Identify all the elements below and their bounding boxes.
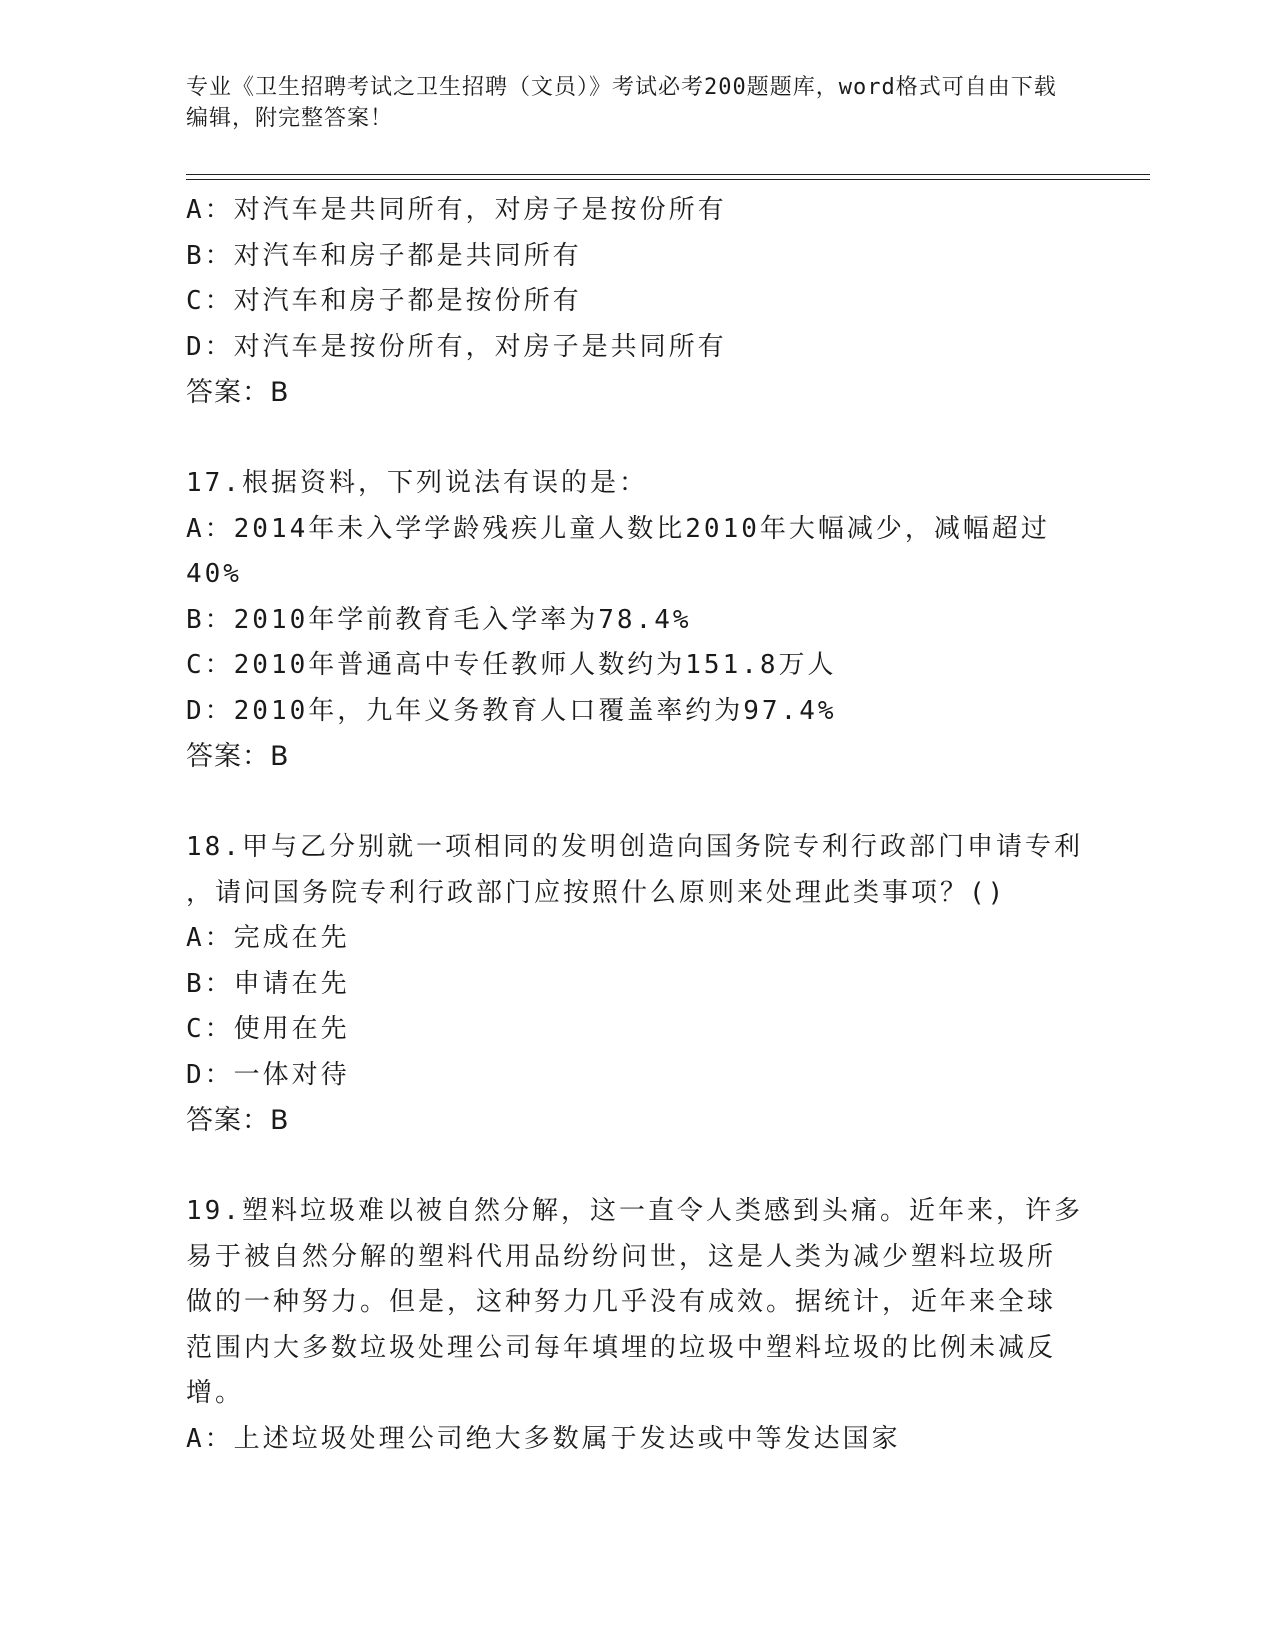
document-body: [186, 188, 1086, 1462]
question-19: [186, 1189, 1086, 1462]
option-b: B：对汽车和房子都是共同所有: [186, 240, 582, 271]
option-c: C：使用在先: [186, 1014, 350, 1044]
option-d: D：2010年，九年义务教育人口覆盖率约为97.4%: [186, 695, 837, 726]
answer: 答案：B: [186, 377, 290, 408]
option-a: A：完成在先: [186, 923, 350, 953]
question-text-line-4: 范围内大多数垃圾处理公司每年填埋的垃圾中塑料垃圾的比例未减反: [186, 1332, 1057, 1363]
question-text-line-2: 易于被自然分解的塑料代用品纷纷问世，这是人类为减少塑料垃圾所: [186, 1241, 1057, 1272]
question-text-line-1: 18.甲与乙分别就一项相同的发明创造向国务院专利行政部门申请专利: [186, 832, 1083, 862]
spacer: [186, 1144, 1086, 1190]
option-a-continuation: 40%: [186, 559, 242, 589]
question-17: [186, 461, 1086, 780]
question-text-line-1: 19.塑料垃圾难以被自然分解，这一直令人类感到头痛。近年来，许多: [186, 1196, 1083, 1226]
option-c: C：2010年普通高中专任教师人数约为151.8万人: [186, 650, 837, 680]
option-c: C：对汽车和房子都是按份所有: [186, 286, 582, 316]
option-a: A：上述垃圾处理公司绝大多数属于发达或中等发达国家: [186, 1423, 901, 1454]
spacer: [186, 416, 1086, 462]
document-header: 专业《卫生招聘考试之卫生招聘（文员）》考试必考200题题库，word格式可自由下载编辑，附完整答案！: [186, 75, 1057, 131]
question-text-line-5: 增。: [186, 1378, 245, 1408]
spacer: [186, 780, 1086, 826]
option-d: D：一体对待: [186, 1059, 350, 1090]
question-16: [186, 188, 1086, 416]
answer: 答案：B: [186, 741, 290, 772]
header-divider: [186, 174, 1150, 180]
question-text-line-3: 做的一种努力。但是，这种努力几乎没有成效。据统计，近年来全球: [186, 1287, 1057, 1317]
question-text-line-2: ，请问国务院专利行政部门应按照什么原则来处理此类事项？(): [186, 877, 1007, 908]
option-a: A：对汽车是共同所有，对房子是按份所有: [186, 195, 727, 225]
question-text: 17.根据资料，下列说法有误的是：: [186, 468, 648, 498]
question-18: [186, 825, 1086, 1144]
option-b: B：2010年学前教育毛入学率为78.4%: [186, 604, 692, 635]
option-a: A：2014年未入学学龄残疾儿童人数比2010年大幅减少，减幅超过: [186, 513, 1050, 544]
option-b: B：申请在先: [186, 968, 350, 999]
answer: 答案：B: [186, 1105, 290, 1136]
option-d: D：对汽车是按份所有，对房子是共同所有: [186, 331, 727, 362]
